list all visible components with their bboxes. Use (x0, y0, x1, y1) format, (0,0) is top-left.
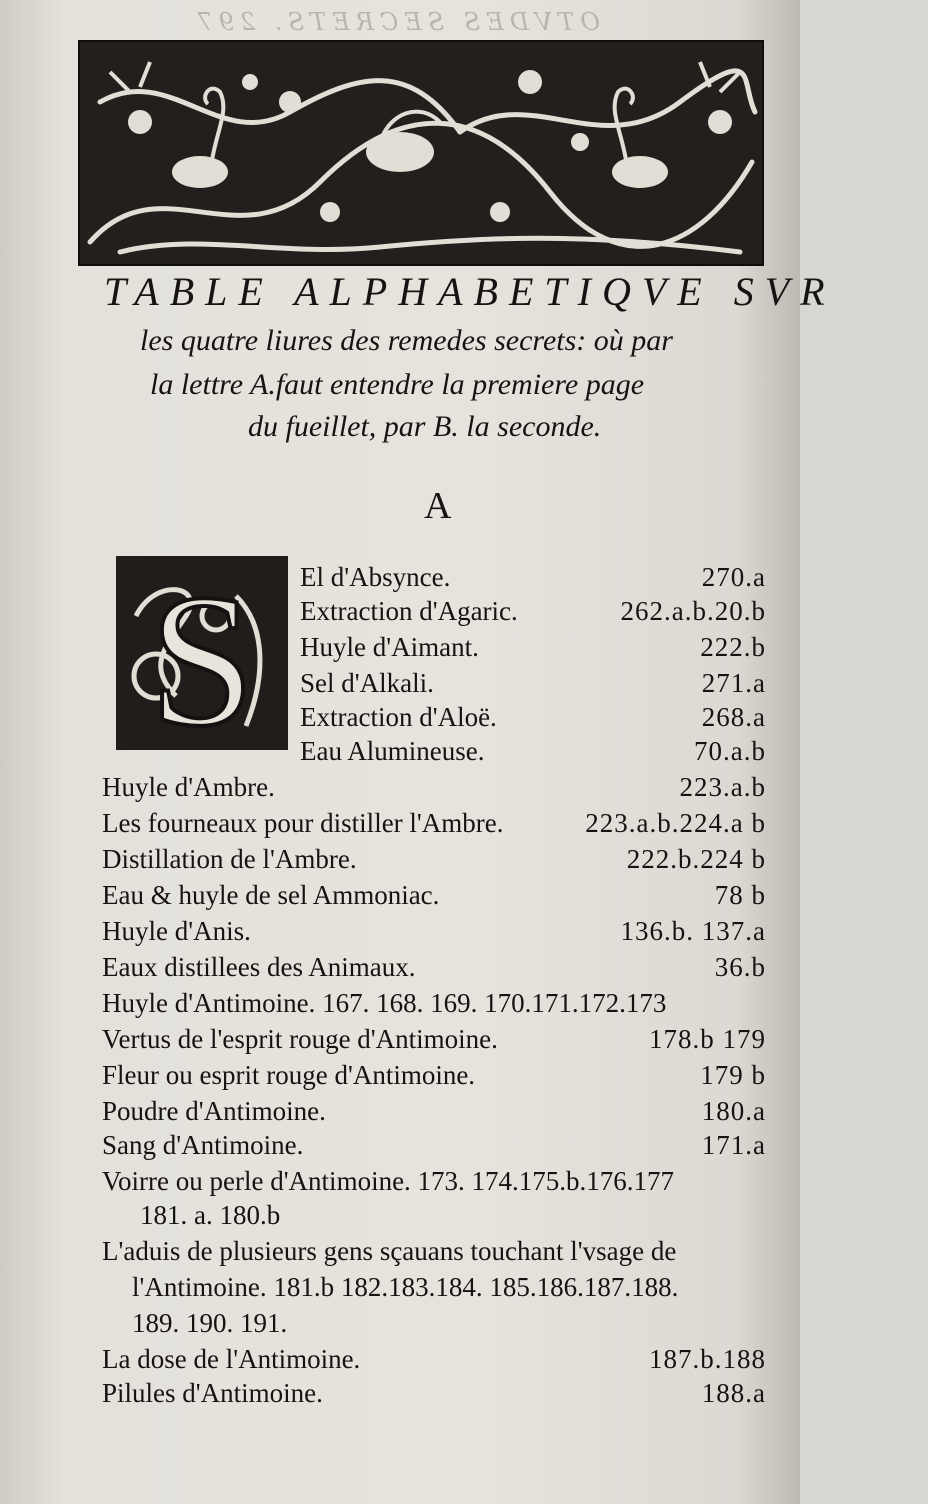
entry-label: Huyle d'Antimoine. 167. 168. 169. 170.171.172.173 (102, 988, 667, 1018)
entry-label: Sang d'Antimoine. (102, 1130, 304, 1160)
entry-label: Voirre ou perle d'Antimoine. 173. 174.175.b.176.177 (102, 1166, 675, 1196)
bleed-through-text: OTVDES SECRETS. 297 (191, 8, 600, 36)
entry-label: Pilules d'Antimoine. (102, 1378, 323, 1408)
title-line-3: la lettre A.faut entendre la premiere page (150, 368, 645, 401)
entry-label: Huyle d'Ambre. (102, 772, 275, 802)
entry-page-ref: 70.a.b (694, 736, 766, 766)
entry-page-ref: 171.a (701, 1130, 766, 1160)
entry-label: Fleur ou esprit rouge d'Antimoine. (102, 1060, 476, 1090)
entry-label: El d'Absynce. (300, 562, 451, 592)
section-letter: A (424, 485, 452, 527)
index-entry (300, 562, 766, 598)
entry-label: Extraction d'Aloë. (300, 702, 497, 732)
continuation-aduis-2: 189. 190. 191. (132, 1308, 288, 1338)
entry-page-ref: 179 b (700, 1060, 766, 1090)
entry-page-ref: 222.b.224 b (626, 844, 766, 874)
index-entry (102, 952, 766, 988)
entry-page-ref: 270.a (701, 562, 766, 592)
entry-page-ref: 262.a.b.20.b (620, 596, 766, 626)
entry-label: L'aduis de plusieurs gens sçauans touchant l'vsage de (102, 1236, 677, 1266)
entry-label: Sel d'Alkali. (300, 668, 434, 698)
entry-label: Les fourneaux pour distiller l'Ambre. (102, 808, 504, 838)
index-entry (102, 1236, 766, 1272)
entry-page-ref: 222.b (700, 632, 766, 662)
continuation-voirre: 181. a. 180.b (140, 1200, 281, 1230)
entry-page-ref: 268.a (701, 702, 766, 732)
index-entry (102, 772, 766, 808)
index-entry (102, 1060, 766, 1096)
title-line-4: du fueillet, par B. la seconde. (248, 410, 602, 443)
index-entry (102, 988, 766, 1024)
entry-label: Eau & huyle de sel Ammoniac. (102, 880, 440, 910)
index-entry (102, 1344, 766, 1380)
index-entry (102, 1130, 766, 1166)
index-entry (300, 632, 766, 668)
index-entry (102, 1024, 766, 1060)
index-entry (300, 668, 766, 704)
entry-page-ref: 188.a (701, 1378, 766, 1408)
index-entry (300, 596, 766, 632)
table-title: TABLE ALPHABETIQVE SVR (104, 269, 836, 314)
woodcut-headpiece (78, 40, 764, 266)
index-entry (102, 880, 766, 916)
continuation-aduis-1: l'Antimoine. 181.b 182.183.184. 185.186.187.188. (132, 1272, 679, 1302)
index-entry (102, 916, 766, 952)
entry-label: Distillation de l'Ambre. (102, 844, 357, 874)
entry-label: Extraction d'Agaric. (300, 596, 518, 626)
entry-label: Huyle d'Anis. (102, 916, 251, 946)
entry-page-ref: 223.a.b.224.a b (585, 808, 766, 838)
index-entry (300, 736, 766, 772)
decorated-initial (116, 556, 288, 766)
entry-page-ref: 78 b (714, 880, 766, 910)
title-line-2: les quatre liures des remedes secrets: où par (140, 324, 673, 357)
entry-page-ref: 180.a (701, 1096, 766, 1126)
index-entry (102, 1096, 766, 1132)
index-entry (300, 702, 766, 738)
index-entry (102, 808, 766, 844)
entry-label: Huyle d'Aimant. (300, 632, 479, 662)
entry-label: Vertus de l'esprit rouge d'Antimoine. (102, 1024, 498, 1054)
entry-page-ref: 136.b. 137.a (620, 916, 766, 946)
index-entry (102, 844, 766, 880)
entry-page-ref: 187.b.188 (649, 1344, 766, 1374)
entry-page-ref: 271.a (701, 668, 766, 698)
entry-page-ref: 178.b 179 (649, 1024, 766, 1054)
index-entry (102, 1378, 766, 1414)
entry-label: Eau Alumineuse. (300, 736, 485, 766)
index-entry (102, 1166, 766, 1202)
entry-label: Eaux distillees des Animaux. (102, 952, 416, 982)
entry-label: La dose de l'Antimoine. (102, 1344, 361, 1374)
entry-page-ref: 223.a.b (679, 772, 766, 802)
entry-page-ref: 36.b (714, 952, 766, 982)
entry-label: Poudre d'Antimoine. (102, 1096, 326, 1126)
initial-letter: S (149, 556, 255, 766)
